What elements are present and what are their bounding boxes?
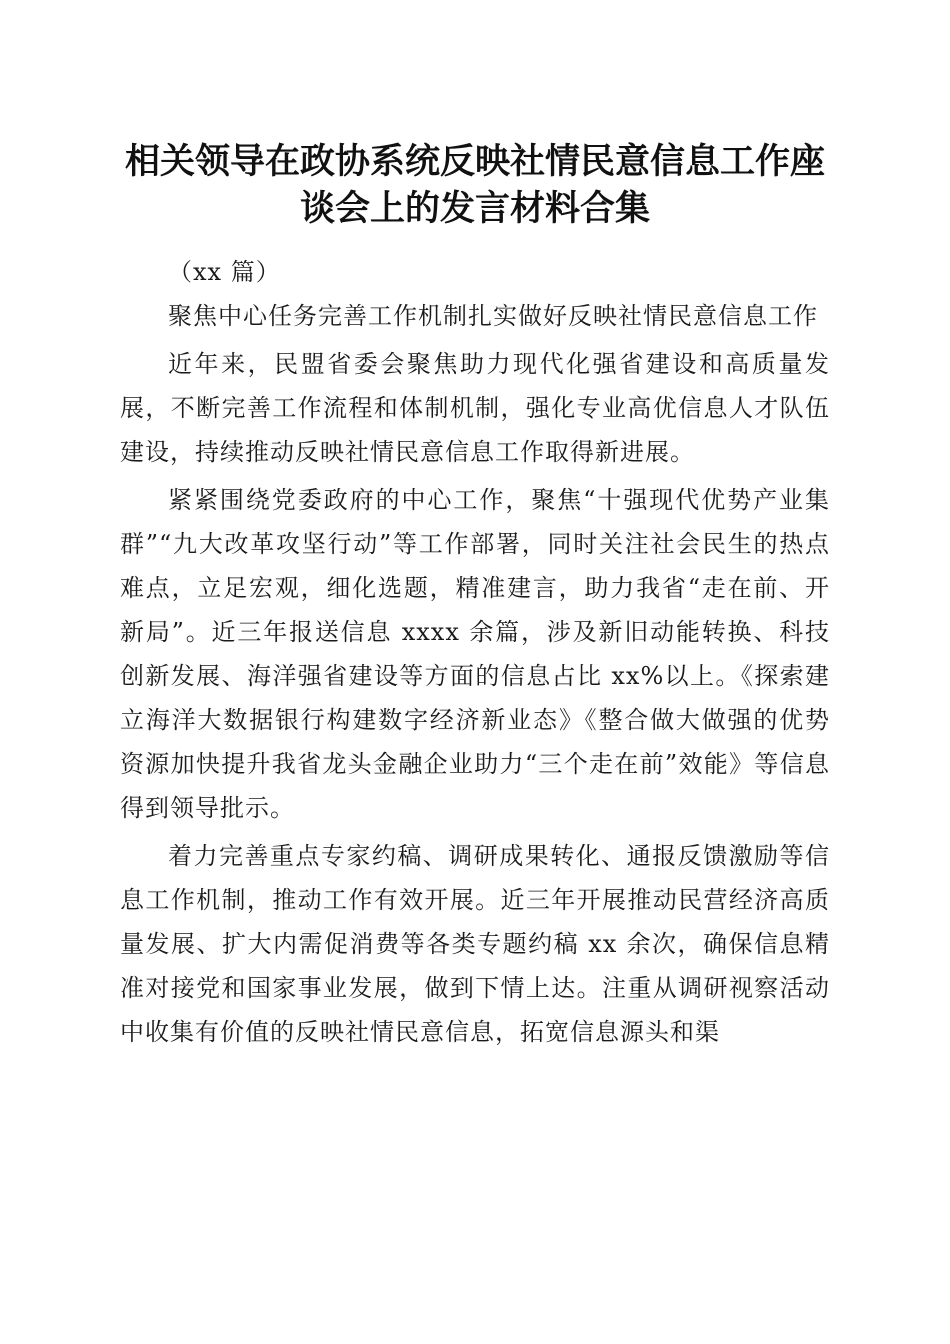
paragraph: 紧紧围绕党委政府的中心工作，聚焦“十强现代优势产业集群”“九大改革攻坚行动”等工作部署，同时关注社会民生的热点难点，立足宏观，细化选题，精准建言，助力我省“走在前、开新局”。近三年报送信息 xxxx 余篇，涉及新旧动能转换、科技创新发展、海洋强省建设等方面的信息占比 xx%以上。《探索建立海洋大数据银行构建数字经济新业态》《整合做大做强的优势资源加快提升我省龙头金融企业助力“三个走在前”效能》等信息得到领导批示。 <box>120 486 830 822</box>
paragraph-heading: 聚焦中心任务完善工作机制扎实做好反映社情民意信息工作 <box>168 302 818 330</box>
title-line-2: 谈会上的发言材料合集 <box>299 188 650 229</box>
document-body <box>120 250 830 1058</box>
paragraph: 着力完善重点专家约稿、调研成果转化、通报反馈激励等信息工作机制，推动工作有效开展。近三年开展推动民营经济高质量发展、扩大内需促消费等各类专题约稿 xx 余次，确保信息精准对接党和国家事业发展，做到下情上达。注重从调研视察活动中收集有价值的反映社情民意信息，拓宽信息源头和渠 <box>120 842 830 1046</box>
paragraph: 近年来，民盟省委会聚焦助力现代化强省建设和高质量发展，不断完善工作流程和体制机制，强化专业高优信息人才队伍建设，持续推动反映社情民意信息工作取得新进展。 <box>120 350 830 466</box>
section-label: （xx 篇） <box>168 258 281 286</box>
title-line-1: 相关领导在政协系统反映社情民意信息工作座 <box>124 141 825 182</box>
document-title <box>115 138 835 232</box>
